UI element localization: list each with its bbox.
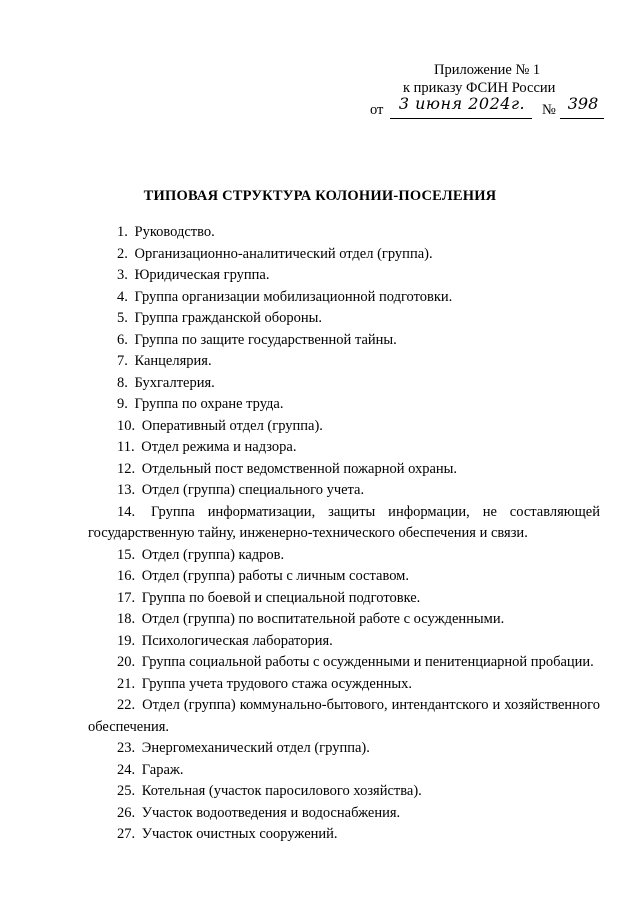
list-item <box>88 545 600 567</box>
list-item-number: 8. <box>117 374 128 391</box>
list-item <box>88 631 600 653</box>
list-item <box>88 760 600 782</box>
list-item-text: Группа по охране труда. <box>134 396 284 412</box>
list-item-text: Бухгалтерия. <box>134 374 215 391</box>
list-item <box>88 394 600 416</box>
list-item <box>88 695 600 738</box>
handwritten-date: 3 июня 2024г. <box>398 94 526 113</box>
list-item-number: 22. <box>117 697 136 713</box>
list-item-text: Юридическая группа. <box>134 267 270 283</box>
list-item-text: Группа учета трудового стажа осужденных. <box>141 675 413 692</box>
list-item-text: Энергомеханический отдел (группа). <box>141 740 370 756</box>
list-item <box>88 459 600 481</box>
list-item <box>88 351 600 373</box>
list-item-number: 6. <box>117 331 128 348</box>
list-item-number: 19. <box>117 632 136 649</box>
list-item-number: 3. <box>117 267 128 283</box>
list-item-text: Гараж. <box>141 761 184 778</box>
order-date-line <box>370 94 610 120</box>
list-item-text: Организационно-аналитический отдел (группа). <box>134 245 433 262</box>
number-underline <box>560 118 604 119</box>
list-item-text: Отдел (группа) работы с личным составом. <box>141 568 409 584</box>
list-item-text: Отдел (группа) специального учета. <box>141 482 365 498</box>
list-item-number: 5. <box>117 310 128 326</box>
list-item-number: 20. <box>117 654 136 670</box>
list-item-text: Котельная (участок паросилового хозяйства). <box>141 783 422 799</box>
list-item-text: Отдел (группа) коммунально-бытового, интендантского и хозяйственного обеспечения. <box>88 697 601 735</box>
from-label: от <box>370 102 384 118</box>
list-item-number: 17. <box>117 589 136 606</box>
list-item-text: Группа информатизации, защиты информации, не составляющей государственную тайну, инженерно-технического обеспечения и связи. <box>88 503 600 541</box>
date-underline <box>390 118 532 119</box>
list-item-number: 11. <box>117 439 135 455</box>
list-item-text: Группа по боевой и специальной подготовке. <box>141 589 421 606</box>
list-item-text: Участок очистных сооружений. <box>141 826 338 842</box>
list-item <box>88 480 600 502</box>
handwritten-order-number: 398 <box>567 94 599 113</box>
list-item-number: 21. <box>117 675 136 692</box>
document-title: ТИПОВАЯ СТРУКТУРА КОЛОНИИ-ПОСЕЛЕНИЯ <box>143 188 497 204</box>
list-item-text: Канцелярия. <box>134 353 212 369</box>
list-item-text: Группа гражданской обороны. <box>134 310 322 326</box>
list-item-number: 4. <box>117 288 128 305</box>
list-item-number: 26. <box>117 804 136 821</box>
list-item <box>88 330 600 352</box>
list-item-text: Участок водоотведения и водоснабжения. <box>141 804 401 821</box>
list-item-number: 15. <box>117 546 136 563</box>
list-item-text: Отдел режима и надзора. <box>141 439 297 455</box>
list-item-number: 13. <box>117 482 136 498</box>
list-item <box>88 674 600 696</box>
list-item-number: 18. <box>117 611 136 627</box>
structure-list <box>88 222 600 846</box>
list-item <box>88 287 600 309</box>
list-item <box>88 566 600 588</box>
list-item <box>88 373 600 395</box>
list-item-number: 7. <box>117 353 128 369</box>
list-item-number: 9. <box>117 396 128 412</box>
list-item-number: 12. <box>117 460 136 477</box>
list-item <box>88 222 600 244</box>
list-item <box>88 416 600 438</box>
list-item <box>88 308 600 330</box>
list-item-text: Отдел (группа) кадров. <box>141 546 285 563</box>
list-item-text: Группа организации мобилизационной подготовки. <box>134 288 453 305</box>
list-item-text: Руководство. <box>134 224 215 240</box>
list-item-text: Отдельный пост ведомственной пожарной охраны. <box>141 460 458 477</box>
list-item <box>88 781 600 803</box>
list-item <box>88 437 600 459</box>
list-item-text: Группа по защите государственной тайны. <box>134 331 397 348</box>
order-reference: к приказу ФСИН России <box>403 80 556 96</box>
list-item-number: 2. <box>117 245 128 262</box>
list-item-number: 27. <box>117 826 136 842</box>
appendix-number: Приложение № 1 <box>434 62 541 78</box>
list-item-number: 25. <box>117 783 136 799</box>
list-item-text: Оперативный отдел (группа). <box>141 417 323 434</box>
list-item-number: 23. <box>117 740 136 756</box>
list-item <box>88 502 600 545</box>
list-item <box>88 803 600 825</box>
list-item-number: 24. <box>117 761 136 778</box>
list-item <box>88 824 600 846</box>
list-item <box>88 265 600 287</box>
list-item <box>88 588 600 610</box>
list-item-text: Группа социальной работы с осужденными и пенитенциарной пробации. <box>141 654 594 670</box>
number-label: № <box>542 102 556 118</box>
list-item <box>88 244 600 266</box>
list-item-number: 16. <box>117 568 136 584</box>
list-item-text: Отдел (группа) по воспитательной работе с осужденными. <box>141 611 505 627</box>
list-item <box>88 738 600 760</box>
list-item-number: 1. <box>117 224 128 240</box>
list-item <box>88 652 600 674</box>
list-item-number: 10. <box>117 417 136 434</box>
list-item <box>88 609 600 631</box>
list-item-text: Психологическая лаборатория. <box>141 632 333 649</box>
list-item-number: 14. <box>117 503 136 520</box>
